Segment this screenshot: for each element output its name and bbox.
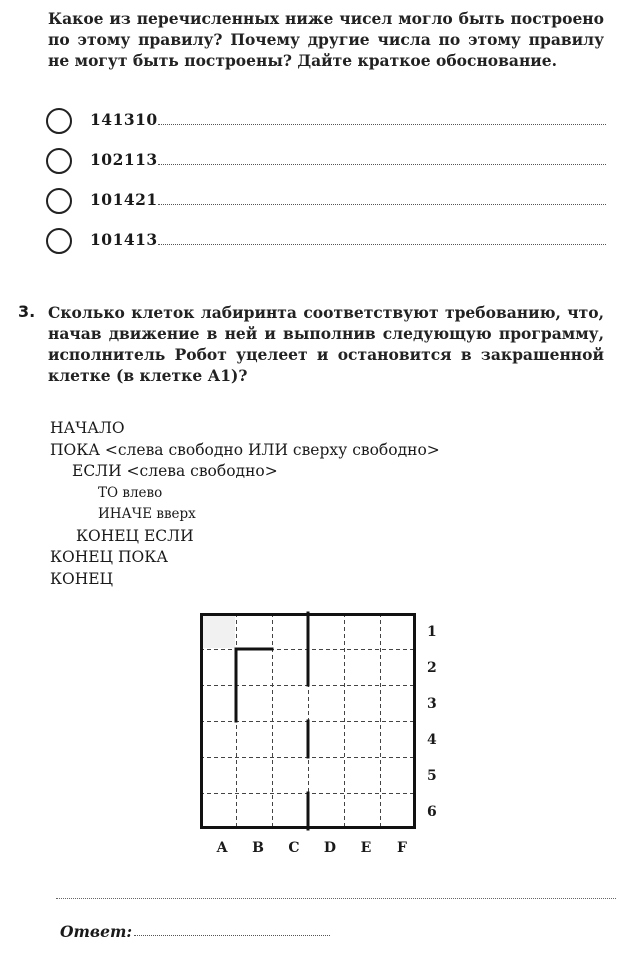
radio-circle-icon[interactable]: [46, 188, 72, 214]
column-label: A: [216, 840, 228, 856]
answer-separator-line: [56, 898, 616, 899]
option-row[interactable]: [46, 188, 606, 214]
option-row[interactable]: [46, 108, 606, 134]
option-value: 102113: [90, 150, 158, 169]
program-line: ПОКА <слева свободно ИЛИ сверху свободно>: [50, 440, 440, 459]
maze-grid: [200, 613, 417, 830]
question-number: 3.: [18, 302, 36, 321]
answer-label: Ответ:: [60, 922, 133, 941]
row-label: 6: [427, 804, 437, 820]
row-label: 5: [427, 768, 437, 784]
row-label: 4: [427, 732, 437, 748]
radio-circle-icon[interactable]: [46, 148, 72, 174]
program-line: КОНЕЦ: [50, 569, 114, 588]
option-dotted-line: [158, 164, 606, 165]
column-label: E: [360, 840, 372, 856]
column-label: C: [288, 840, 300, 856]
row-label: 3: [427, 696, 437, 712]
radio-circle-icon[interactable]: [46, 108, 72, 134]
question-2-text: Какое из перечисленных ниже чисел могло быть построено по этому правилу? Почему другие числа по этому правилу не могут быть построены? Дайте краткое обоснование.: [48, 9, 604, 70]
column-label: D: [323, 840, 337, 856]
column-label: B: [252, 840, 264, 856]
robot-program: [50, 418, 440, 590]
option-dotted-line: [158, 244, 606, 245]
option-dotted-line: [158, 124, 606, 125]
program-line: ТО влево: [98, 484, 163, 501]
row-label: 1: [427, 624, 437, 640]
column-label: F: [397, 840, 407, 856]
shaded-cell: [202, 615, 235, 648]
program-line: НАЧАЛО: [50, 419, 125, 437]
option-value: 101421: [90, 190, 158, 209]
option-row[interactable]: [46, 228, 606, 254]
maze-svg: [200, 613, 417, 830]
row-label: 2: [427, 660, 437, 676]
option-value: 141310: [90, 110, 158, 129]
question-3-text: Сколько клеток лабиринта соответствуют требованию, что, начав движение в ней и выполнив следующую программу, исполнитель Робот уцелеет и остановится в закрашенной клетке (в клетке А1)?: [48, 303, 604, 385]
program-line: КОНЕЦ ЕСЛИ: [76, 526, 194, 545]
option-row[interactable]: [46, 148, 606, 174]
radio-circle-icon[interactable]: [46, 228, 72, 254]
option-value: 101413: [90, 230, 158, 249]
program-line: КОНЕЦ ПОКА: [50, 548, 168, 566]
option-dotted-line: [158, 204, 606, 205]
program-line: ЕСЛИ <слева свободно>: [72, 462, 278, 480]
answer-field[interactable]: [134, 935, 330, 936]
program-line: ИНАЧЕ вверх: [98, 506, 196, 522]
